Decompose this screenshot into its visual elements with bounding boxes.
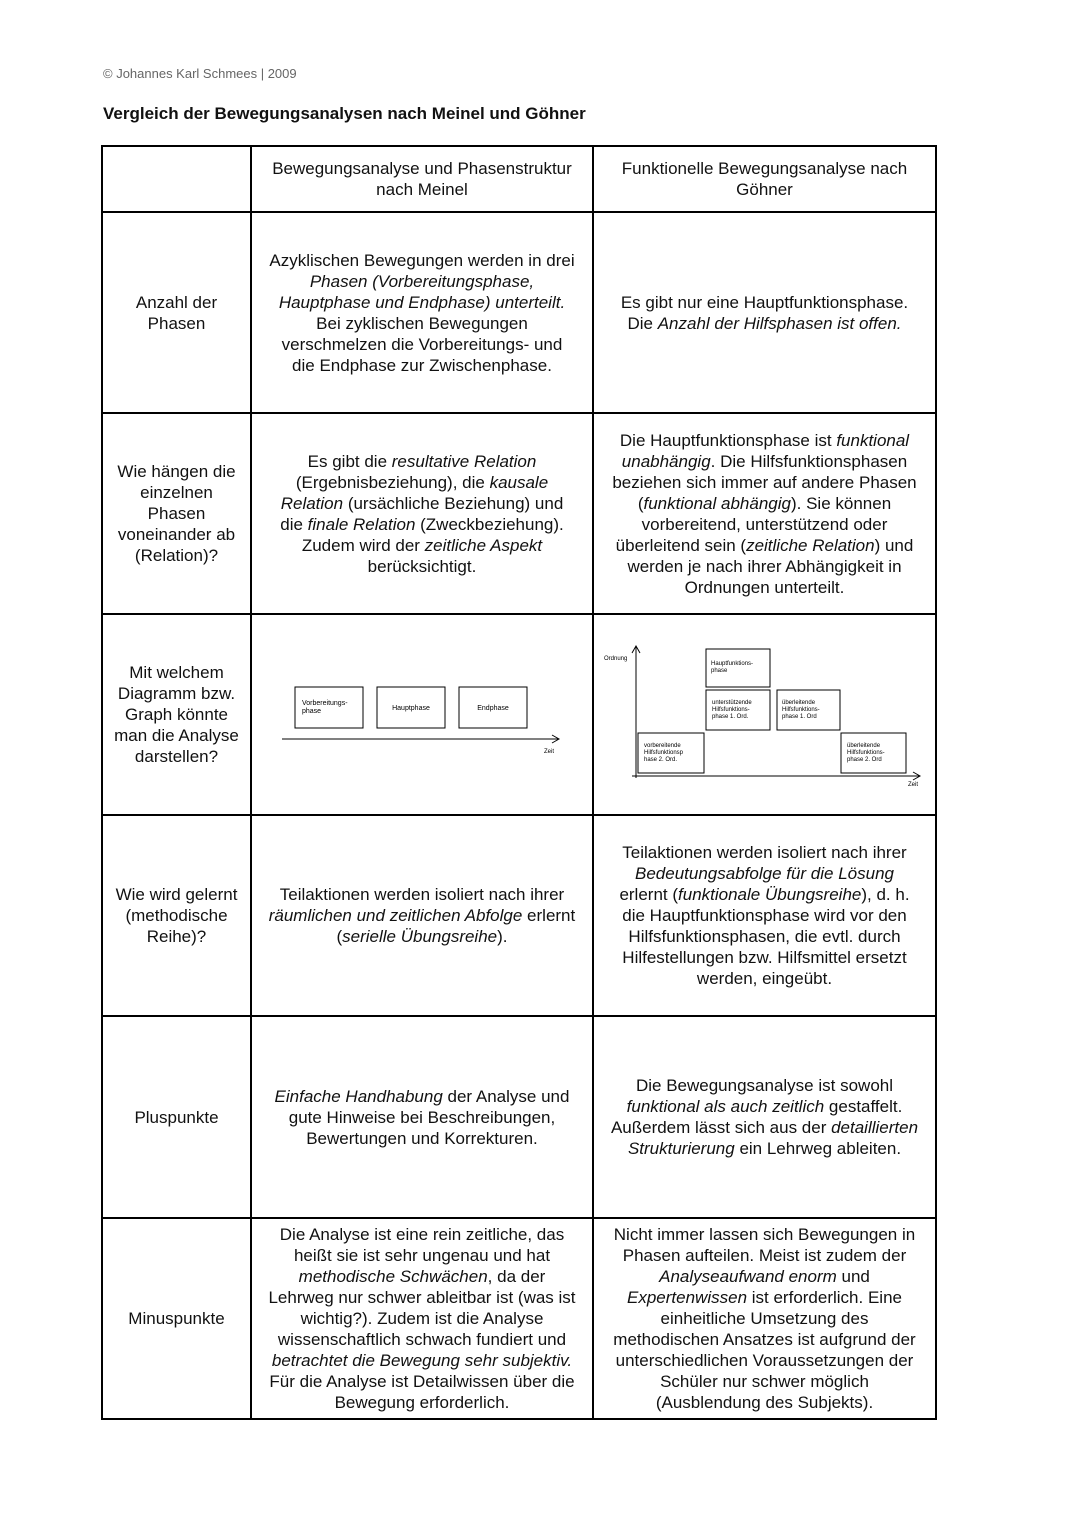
meinel-phase-diagram [252,616,590,813]
text-segment: die Endphase zur Zwischenphase. [292,355,552,375]
goehner-diagram-cell [593,614,936,815]
goehner-cell-plus [593,1016,936,1218]
header-line: Funktionelle Bewegungsanalyse nach [621,159,908,178]
text-segment: erlernt ( [619,885,679,904]
box-label: Hilfsfunktionsp [644,750,684,756]
goehner-function-diagram [594,616,933,813]
text-line [256,905,588,926]
text-segment: ist erforderlich. Eine [747,1288,902,1307]
text-segment: (ursächliche Beziehung) und [343,493,564,513]
text-segment: die [280,514,308,534]
text-line [256,451,588,472]
text-line [256,355,588,376]
column-header-meinel [251,146,593,212]
box-label: Hilfsfunktions- [847,750,885,756]
meinel-cell-relation [251,413,593,614]
emphasized-text: Einfache Handhabung [274,1086,443,1106]
text-segment: methodischen Ansatzes ist aufgrund der [613,1330,916,1349]
text-line [598,863,931,884]
text-line [598,1224,931,1245]
text-line [256,292,588,313]
text-line [598,926,931,947]
text-segment: Die [627,313,658,333]
label-line: Anzahl der [135,292,218,312]
emphasized-text: unabhängig [621,451,711,471]
text-line [256,1107,588,1128]
text-line [598,313,931,334]
text-line [256,313,588,334]
text-segment: und [836,1267,870,1286]
emphasized-text: zeitliche Relation [746,535,875,555]
text-segment: Azyklischen Bewegungen werden in drei [269,250,575,270]
emphasized-text: Relation [280,493,344,513]
text-line [598,1245,931,1266]
label-line: darstellen? [134,747,219,766]
text-segment: erlernt [522,906,576,925]
text-segment: ), d. h. [861,885,910,904]
box-label: unterstützende [712,700,752,706]
text-segment: berücksichtigt. [367,556,477,576]
text-line [598,514,931,535]
box-label: phase 1. Ord [782,714,817,720]
text-line [598,472,931,493]
text-line [256,1392,588,1413]
text-segment: ). [497,927,508,946]
goehner-cell-lernen [593,815,936,1016]
text-segment: beziehen sich immer auf andere Phasen [612,472,917,492]
text-segment: werden je nach ihrer Abhängigkeit in [627,556,902,576]
text-line [256,493,588,514]
text-line [256,535,588,556]
emphasized-text: kausale [489,472,549,492]
label-line: Minuspunkte [128,1309,225,1328]
goehner-cell-minus [593,1218,936,1419]
text-line [598,1096,931,1117]
label-line: einzelnen [140,483,213,502]
text-segment: ). Sie können [790,493,892,513]
text-line [598,1287,931,1308]
text-line [256,884,588,905]
row-label-lernen [102,815,251,1016]
emphasized-text: Phasen (Vorbereitungsphase, [309,271,535,291]
text-line [256,472,588,493]
text-segment: Schüler nur schwer möglich [660,1372,869,1391]
box-label: hase 2. Ord. [644,757,678,763]
emphasized-text: resultative Relation [391,451,537,471]
table-row [102,1016,936,1218]
text-line [256,1245,588,1266]
row-label-relation [102,413,251,614]
label-line: (methodische [125,906,228,925]
text-segment: Phasen aufteilen. Meist ist zudem der [622,1246,907,1265]
text-line [598,1392,931,1413]
meinel-cell-lernen [251,815,593,1016]
text-segment: Hilfestellungen bzw. Hilfsmittel ersetzt [622,948,907,967]
phase-box-label: Hauptphase [392,705,430,712]
text-line [598,556,931,577]
text-line [598,493,931,514]
emphasized-text: betrachtet die Bewegung sehr subjektiv. [271,1351,573,1370]
text-segment: Teilaktionen werden isoliert nach ihrer [279,885,565,904]
comparison-table [101,145,937,1420]
row-label-diagramm [102,614,251,815]
text-segment: Für die Analyse ist Detailwissen über die [269,1372,575,1391]
goehner-cell-relation [593,413,936,614]
text-line [598,842,931,863]
text-segment: ( [336,927,343,946]
emphasized-text: methodische Schwächen [298,1267,488,1286]
text-segment: (Ausblendung des Subjekts). [655,1393,874,1412]
text-line [256,1329,588,1350]
table-row [102,815,936,1016]
box-label: phase 2. Ord [847,757,882,763]
emphasized-text: räumlichen und zeitlichen Abfolge [268,906,523,925]
text-line [598,1266,931,1287]
label-line: voneinander ab [117,525,236,544]
text-line [256,926,588,947]
emphasized-text: funktional als auch zeitlich [626,1097,825,1116]
row-label-anzahl [102,212,251,413]
label-line: (Relation)? [134,546,219,565]
emphasized-text: funktionale Übungsreihe [678,885,862,904]
text-segment: ) und [874,535,914,555]
label-line: Phasen [147,504,206,523]
box-label: Hauptfunktions- [711,661,754,667]
text-segment: Lehrweg nur schwer ableitbar ist (was ist [268,1288,576,1307]
text-segment: Nicht immer lassen sich Bewegungen in [613,1225,916,1244]
text-segment: Es gibt nur eine Hauptfunktionsphase. [620,292,909,312]
label-line: Phasen [147,313,206,333]
text-line [256,1308,588,1329]
text-segment: Die Bewegungsanalyse ist sowohl [635,1076,894,1095]
emphasized-text: Hauptphase und Endphase) unterteilt. [278,292,566,312]
text-line [256,1371,588,1392]
emphasized-text: Analyseaufwand enorm [659,1267,837,1286]
text-segment: . Die Hilfsfunktionsphasen [710,451,908,471]
meinel-cell-minus [251,1218,593,1419]
text-line [598,577,931,598]
phase-box-label: Endphase [477,705,509,712]
emphasized-text: serielle Übungsreihe [342,927,498,946]
phase-box-label: Vorbereitungs- [302,700,348,707]
emphasized-text: Expertenwissen [627,1288,748,1307]
label-line: Pluspunkte [134,1107,219,1127]
text-line [598,947,931,968]
text-line [598,451,931,472]
text-segment: , da der [487,1267,546,1286]
phase-box-label: phase [302,708,322,715]
text-segment: Ordnungen unterteilt. [684,577,845,597]
text-segment: wissenschaftlich schwach fundiert und [277,1330,567,1349]
text-segment: Es gibt die [307,451,392,471]
text-segment: wichtig?). Zudem ist die Analyse [300,1309,544,1328]
header-line: nach Meinel [376,180,468,199]
box-label: Hilfsfunktions- [782,707,820,713]
copyright-note: © Johannes Karl Schmees | 2009 [103,66,297,81]
table-header-row [102,146,936,212]
label-line: Reihe)? [146,927,207,946]
text-segment: überleitend sein ( [615,535,747,555]
table-row [102,614,936,815]
text-segment: ein Lehrweg ableiten. [734,1139,902,1158]
row-label-minus [102,1218,251,1419]
text-segment: verschmelzen die Vorbereitungs- und [281,334,563,354]
document-title: Vergleich der Bewegungsanalysen nach Meinel und Göhner [103,104,586,123]
text-segment: heißt sie ist sehr ungenau und hat [293,1246,551,1265]
box-label: vorbereitende [644,743,681,749]
goehner-cell-anzahl [593,212,936,413]
text-segment: gute Hinweise bei Beschreibungen, [288,1107,556,1127]
table-row [102,413,936,614]
text-segment: Bewertungen und Korrekturen. [306,1128,538,1148]
text-line [598,1117,931,1138]
column-header-goehner [593,146,936,212]
text-segment: Die Analyse ist eine rein zeitliche, das [279,1225,565,1244]
text-segment: unterschiedlichen Voraussetzungen der [615,1351,914,1370]
text-segment: Bewegung erforderlich. [334,1393,510,1412]
text-line [598,1138,931,1159]
table-row [102,212,936,413]
text-line [598,968,931,989]
header-empty-cell [102,146,251,212]
text-segment: ( [637,493,644,513]
box-label: überleitende [782,700,816,706]
box-label: Hilfsfunktions- [712,707,750,713]
text-line [598,884,931,905]
text-segment: gestaffelt. [824,1097,903,1116]
text-line [256,1350,588,1371]
time-axis-label: Zeit [908,782,919,788]
emphasized-text: zeitliche Aspekt [424,535,543,555]
text-line [256,556,588,577]
text-line [256,1224,588,1245]
text-line [598,1308,931,1329]
text-segment: werden, eingeübt. [696,969,833,988]
text-line [598,535,931,556]
emphasized-text: detaillierten [831,1118,919,1137]
text-line [598,1329,931,1350]
label-line: Wie hängen die [117,462,236,481]
text-line [598,292,931,313]
text-segment: (Ergebnisbeziehung), die [295,472,490,492]
label-line: Mit welchem [129,663,224,682]
header-line: Bewegungsanalyse und Phasenstruktur [272,159,572,178]
text-line [598,1371,931,1392]
row-label-plus [102,1016,251,1218]
emphasized-text: funktional abhängig [643,493,791,513]
text-line [598,1350,931,1371]
text-segment: Bei zyklischen Bewegungen [316,313,528,333]
label-line: Diagramm bzw. [117,684,236,703]
meinel-diagram-cell [251,614,593,815]
text-segment: Teilaktionen werden isoliert nach ihrer [622,843,907,862]
emphasized-text: Anzahl der Hilfsphasen ist offen. [657,313,902,333]
label-line: Graph könnte [124,705,228,724]
text-line [256,1266,588,1287]
text-line [256,514,588,535]
text-line [598,905,931,926]
meinel-cell-anzahl [251,212,593,413]
text-line [256,1086,588,1107]
text-line [256,1128,588,1149]
table-row [102,1218,936,1419]
time-axis-label: Zeit [544,749,555,755]
label-line: Wie wird gelernt [115,885,238,904]
box-label: phase [711,668,728,674]
text-line [598,1075,931,1096]
text-segment: Zudem wird der [301,535,425,555]
emphasized-text: Bedeutungsabfolge für die Lösung [635,864,894,883]
header-line: Göhner [736,180,793,199]
text-segment: der Analyse und [442,1086,570,1106]
box-label: phase 1. Ord. [712,714,749,720]
text-line [256,334,588,355]
emphasized-text: funktional [836,430,910,450]
text-segment: Außerdem lässt sich aus der [610,1118,832,1137]
text-line [256,250,588,271]
text-line [256,271,588,292]
text-segment: Hilfsfunktionsphasen, die evtl. durch [628,927,901,946]
label-line: man die Analyse [114,726,239,745]
box-label: überleitende [847,743,881,749]
text-segment: (Zweckbeziehung). [415,514,564,534]
text-segment: Die Hauptfunktionsphase ist [619,430,837,450]
emphasized-text: Strukturierung [627,1139,735,1158]
emphasized-text: finale Relation [307,514,416,534]
meinel-cell-plus [251,1016,593,1218]
text-segment: einheitliche Umsetzung des [660,1309,869,1328]
text-line [256,1287,588,1308]
text-segment: vorbereitend, unterstützend oder [641,514,888,534]
text-line [598,430,931,451]
text-segment: die Hauptfunktionsphase wird vor den [622,906,907,925]
order-axis-label: Ordnung [604,656,628,662]
